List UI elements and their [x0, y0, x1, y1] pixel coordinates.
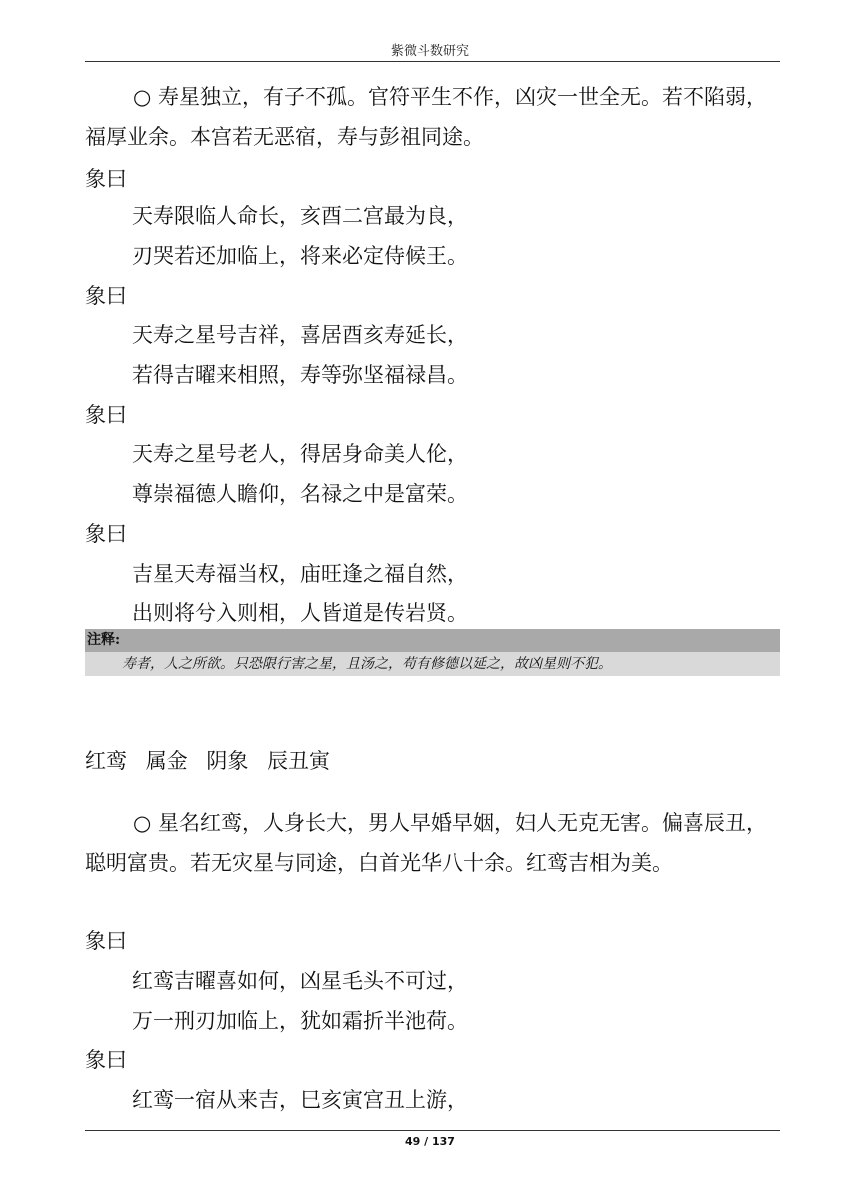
- poem-line: 天寿限临人命长，亥酉二宫最为良，: [132, 204, 468, 228]
- header-rule: [85, 61, 780, 62]
- star-element: 属金: [145, 749, 188, 773]
- poem-label: 象曰: [85, 929, 127, 953]
- section2-heading: [85, 746, 342, 776]
- star-name: 红鸾: [85, 749, 127, 773]
- page-number: 49 / 137: [405, 1135, 455, 1148]
- note-text: 寿者，人之所欲。只恐限行害之星，且汤之，苟有修德以延之，故凶星则不犯。: [85, 652, 780, 676]
- note-heading: 注释:: [85, 629, 780, 652]
- footer-rule: [85, 1130, 780, 1131]
- star-palaces: 辰丑寅: [267, 749, 331, 773]
- poem-label: 象曰: [85, 522, 127, 546]
- poem-line: 天寿之星号吉祥，喜居酉亥寿延长，: [132, 323, 468, 347]
- poem-line: 红鸾一宿从来吉，巳亥寅宫丑上游，: [132, 1088, 468, 1112]
- poem-label: 象曰: [85, 403, 127, 427]
- star-polarity: 阴象: [206, 749, 249, 773]
- poem-line: 红鸾吉曜喜如何，凶星毛头不可过，: [132, 969, 468, 993]
- poem-line: 尊崇福德人瞻仰，名禄之中是富荣。: [132, 482, 468, 506]
- poem-line: 万一刑刃加临上，犹如霜折半池荷。: [132, 1009, 468, 1033]
- poem-line: 出则将兮入则相，人皆道是传岩贤。: [132, 601, 468, 625]
- poem-label: 象曰: [85, 1048, 127, 1072]
- header-title: 紫微斗数研究: [390, 44, 469, 59]
- poem-label: 象曰: [85, 284, 127, 308]
- poem-line: 吉星天寿福当权，庙旺逢之福自然，: [132, 562, 468, 586]
- section2-intro: ○ 星名红鸾，人身长大，男人早婚早姻，妇人无克无害。偏喜辰丑，聪明富贵。若无灾星与同途，白首光华八十余。红鸾吉相为美。: [85, 811, 767, 875]
- poem-line: 若得吉曜来相照，寿等弥坚福禄昌。: [132, 363, 468, 387]
- poem-label: 象曰: [85, 167, 127, 191]
- poem-line: 天寿之星号老人，得居身命美人伦，: [132, 442, 468, 466]
- section1-intro: ○ 寿星独立，有子不孤。官符平生不作，凶灾一世全无。若不陷弱，福厚业余。本宫若无恶宿，寿与彭祖同途。: [85, 85, 767, 149]
- poem-line: 刃哭若还加临上，将来必定侍候王。: [132, 244, 468, 268]
